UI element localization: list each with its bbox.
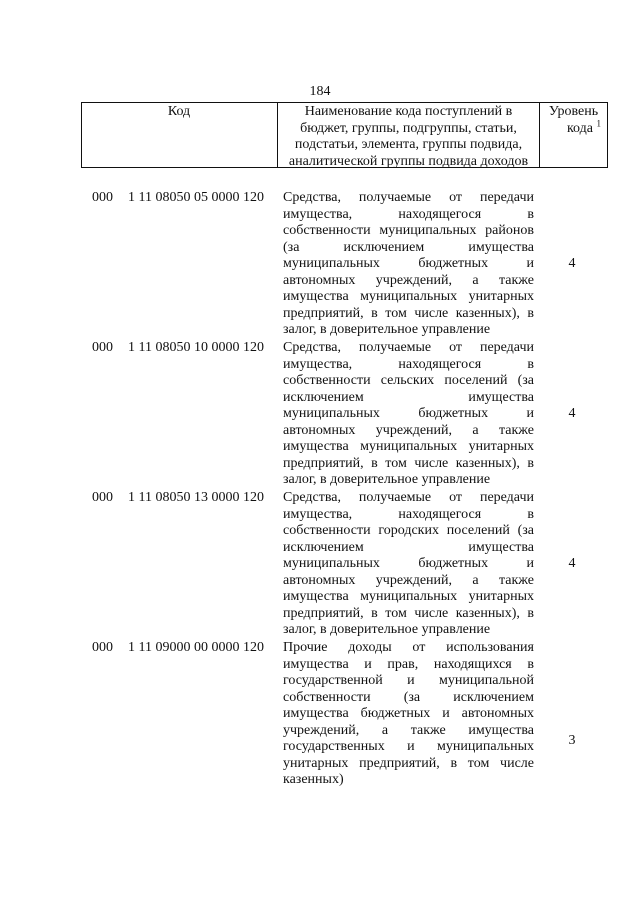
description-line: залог, в доверительное управление [283, 622, 491, 637]
description-line: автономных учреждений, а также [283, 422, 534, 438]
description-line: имущества муниципальных унитарных [283, 589, 534, 604]
revenue-description [283, 190, 534, 339]
description-line: имущества, находящегося в [283, 506, 534, 522]
revenue-description [283, 640, 534, 789]
revenue-code: 1 11 08050 13 0000 120 [128, 490, 264, 505]
description-line: автономных учреждений, а также [283, 572, 534, 588]
description-line: казенных) [283, 772, 344, 787]
description-line: собственности сельских поселений (за [283, 373, 534, 388]
revenue-code: 1 11 09000 00 0000 120 [128, 640, 264, 655]
description-line: имущества, находящегося в [283, 206, 534, 222]
description-line: имущества муниципальных унитарных [283, 439, 534, 454]
admin-code: 000 [92, 340, 113, 355]
description-line: имущества и прав, находящихся в [283, 656, 534, 672]
description-line: предприятий, в том числе казенных), в [283, 305, 534, 321]
description-line: государственной и муниципальной [283, 673, 534, 688]
description-line: залог, в доверительное управление [283, 472, 491, 487]
header-code: Код [167, 104, 191, 119]
header-level-text: кода [566, 120, 593, 136]
footnote-marker: 1 [596, 117, 601, 128]
code-level: 3 [568, 733, 576, 748]
header-level [540, 104, 607, 137]
code-level: 4 [568, 556, 576, 571]
description-line: (за исключением имущества [283, 239, 534, 255]
revenue-code: 1 11 08050 05 0000 120 [128, 190, 264, 205]
header-top-border [81, 102, 608, 103]
description-line: муниципальных бюджетных и [283, 256, 534, 271]
description-line: исключением имущества [283, 539, 534, 555]
admin-code: 000 [92, 490, 113, 505]
description-line: собственности муниципальных районов [283, 223, 534, 238]
description-line: муниципальных бюджетных и [283, 406, 534, 421]
description-line: предприятий, в том числе казенных), в [283, 605, 534, 621]
header-name-line: Наименование кода поступлений в [304, 104, 513, 119]
header-level-line1: Уровень [548, 104, 599, 119]
page-number: 184 [309, 84, 331, 99]
header-name-line: подстатьи, элемента, группы подвида, [294, 137, 523, 152]
description-line: имущества, находящегося в [283, 356, 534, 372]
table-header [81, 102, 608, 168]
description-line: Средства, получаемые от передачи [283, 190, 534, 205]
description-line: исключением имущества [283, 389, 534, 405]
description-line: Прочие доходы от использования [283, 640, 534, 655]
admin-code: 000 [92, 640, 113, 655]
description-line: автономных учреждений, а также [283, 272, 534, 288]
header-name-line: бюджет, группы, подгруппы, статьи, [300, 120, 517, 136]
description-line: имущества бюджетных и автономных [283, 706, 534, 721]
header-name-line: аналитической группы подвида доходов [288, 153, 529, 169]
revenue-code: 1 11 08050 10 0000 120 [128, 340, 264, 355]
description-line: государственных и муниципальных [283, 739, 534, 754]
description-line: унитарных предприятий, в том числе [283, 755, 534, 771]
revenue-description [283, 490, 534, 639]
code-level: 4 [568, 256, 576, 271]
header-level-line2 [540, 117, 607, 138]
description-line: учреждений, а также имущества [283, 722, 534, 738]
revenue-description [283, 340, 534, 489]
description-line: предприятий, в том числе казенных), в [283, 455, 534, 471]
description-line: муниципальных бюджетных и [283, 556, 534, 571]
admin-code: 000 [92, 190, 113, 205]
description-line: имущества муниципальных унитарных [283, 289, 534, 304]
code-level: 4 [568, 406, 576, 421]
header-right-border [607, 102, 608, 168]
description-line: Средства, получаемые от передачи [283, 490, 534, 505]
description-line: залог, в доверительное управление [283, 322, 491, 337]
description-line: собственности (за исключением [283, 689, 534, 705]
header-name [278, 104, 539, 170]
description-line: собственности городских поселений (за [283, 523, 534, 538]
description-line: Средства, получаемые от передачи [283, 340, 534, 355]
